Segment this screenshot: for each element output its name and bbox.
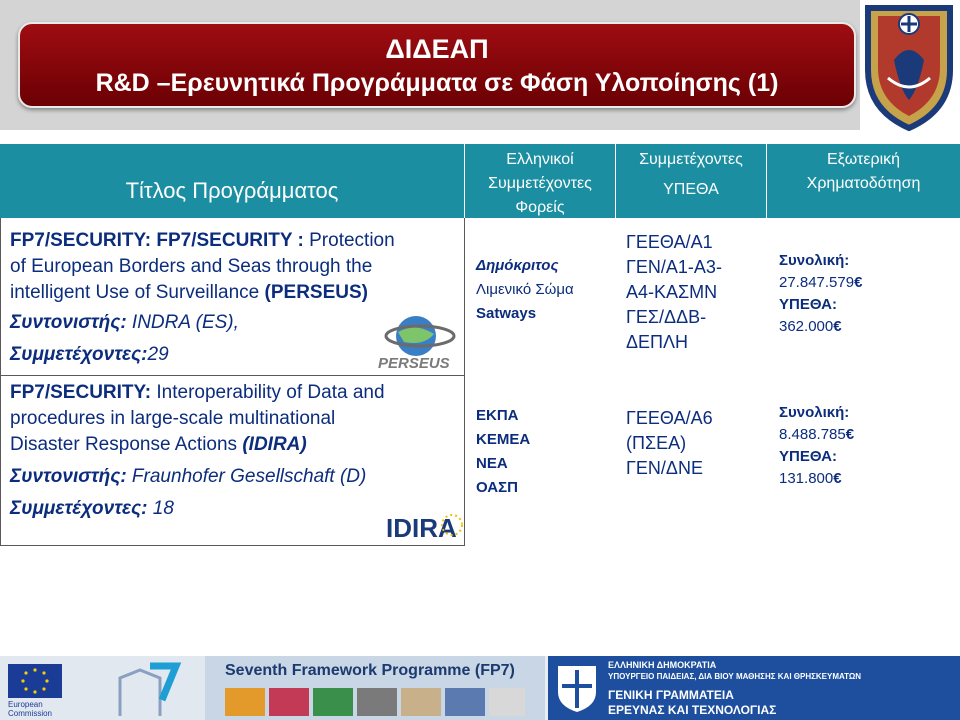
footer-banner [0,656,960,720]
row1-greek: Δημόκριτος Λιμενικό Σώμα Satways [476,257,574,322]
row2-greek: ΕΚΠΑ ΚΕΜΕΑ ΝΕΑ ΟΑΣΠ [476,407,531,496]
row2-mod: ΓΕΕΘΑ/Α6 (ΠΣΕΑ) ΓΕΝ/ΔΝΕ [626,408,713,478]
header-external-funding: Εξωτερική Χρηματοδότηση [767,144,960,218]
greek-coat-of-arms-icon [554,662,600,714]
row2-funding: Συνολική: 8.488.785€ ΥΠΕΘΑ: 131.800€ [779,402,955,490]
euro-icon: € [833,470,842,487]
header-mod-participants: Συμμετέχοντες ΥΠΕΘΑ [616,144,766,218]
row1-line3: intelligent Use of Surveillance [10,282,265,303]
perseus-logo-icon [376,312,460,372]
row1-title-rest: Protection [303,230,395,251]
row1-mod: ΓΕΕΘΑ/Α1 ΓΕΝ/Α1-Α3- Α4-ΚΑΣΜΝ ΓΕΣ/ΔΔΒ- ΔΕΠΛΗ [626,232,722,352]
funding-mod-value: 131.800€ [779,470,842,487]
svg-text:PERSEUS: PERSEUS [378,355,450,372]
row2-line3: Disaster Response Actions [10,434,243,455]
row2-title-rest: Interoperability of Data and [151,382,385,403]
svg-text:IDIRA: IDIRA [386,513,457,543]
euro-icon: € [833,318,842,335]
slide-subtitle: R&D –Ερευνητικά Προγράμματα σε Φάση Υλοποίησης (1) [95,69,779,97]
navy-emblem-icon [858,0,960,132]
ministry-banner: ΕΛΛΗΝΙΚΗ ΔΗΜΟΚΡΑΤΙΑ ΥΠΟΥΡΓΕΙΟ ΠΑΙΔΕΙΑΣ, ΔΙΑ ΒΙΟΥ ΜΑΘΗΣΗΣ ΚΑΙ ΘΡΗΣΚΕΥΜΑΤΩΝ ΓΕΝΙΚΗ ΓΡΑΜΜΑΤΕΙΑ ΕΡΕΥΝΑΣ ΚΑΙ ΤΕΧΝΟΛΟΓΙΑΣ [548,656,960,720]
row1-funding: Συνολική: 27.847.579€ ΥΠΕΘΑ: 362.000€ [779,250,955,338]
table-row: FP7/SECURITY: Interoperability of Data and procedures in large-scale multinational Disaster Response Actions (IDIRA) Συντονιστής: Fraunhofer Gesellschaft (D) Συμμετέχοντες: 18 [10,382,385,519]
funding-mod-value: 362.000€ [779,318,842,335]
funding-total-value: 8.488.785€ [779,426,855,443]
row-divider [0,545,464,546]
header-greek-participants: Ελληνικοί Συμμετέχοντες Φορείς [465,144,615,218]
funding-total-value: 27.847.579€ [779,274,863,291]
column-divider [464,218,465,546]
fp7-photo-strip-icon [225,686,525,716]
title-box [18,22,856,108]
fp7-label: Seventh Framework Programme (FP7) [225,662,515,679]
row-divider [0,375,464,376]
table-row: FP7/SECURITY: FP7/SECURITY : Protection of European Borders and Seas through the intelligent Use of Surveillance (PERSEUS) Συντονιστής: INDRA (ES), Συμμετέχοντες:29 [10,230,395,365]
euro-icon: € [845,426,855,443]
eu-label: European Commission [8,700,53,718]
header-title: Τίτλος Προγράμματος [0,144,464,218]
fp7-strip [205,656,545,720]
column-divider [0,218,1,546]
euro-icon: € [854,274,863,291]
projects-table [0,144,960,546]
slide-title: ΔΙΔΕΑΠ [385,34,489,64]
idira-logo-icon [386,509,464,543]
